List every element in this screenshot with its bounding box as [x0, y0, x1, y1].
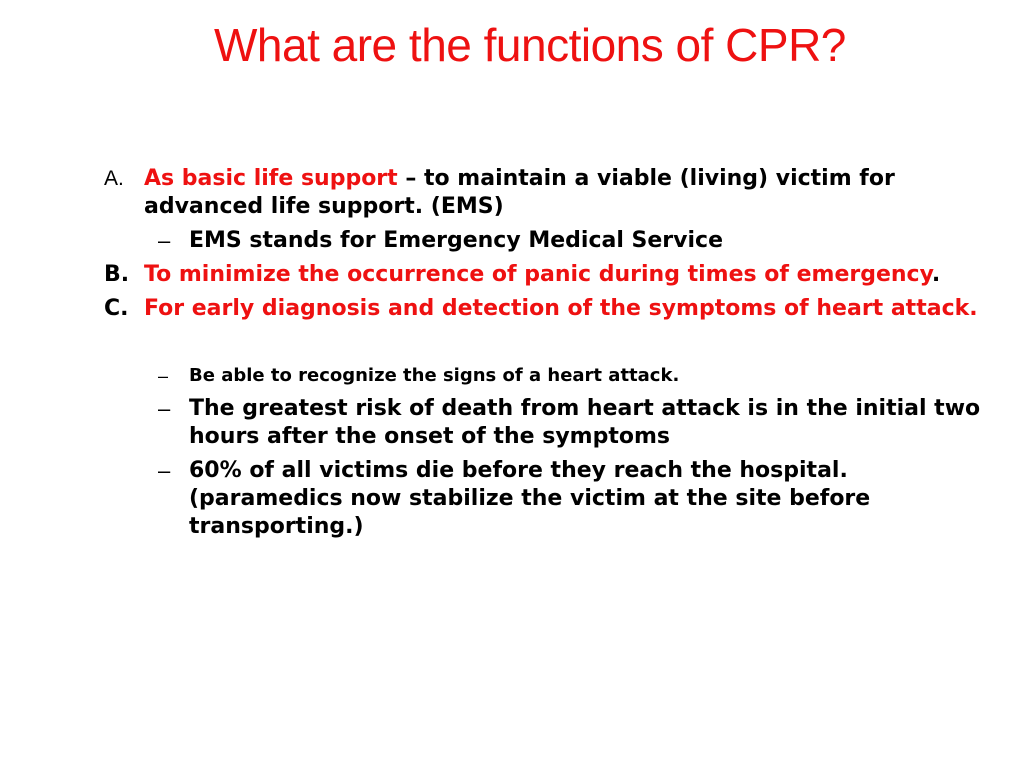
sub-item-signs-text: Be able to recognize the signs of a heart attack.	[189, 365, 680, 386]
spacer	[104, 329, 1009, 363]
dash-bullet: –	[158, 458, 171, 483]
sub-list-heart-attack	[143, 363, 1009, 541]
item-a-text: – to maintain a viable (living) victim for advanced life support. (EMS)	[144, 166, 895, 219]
list-item-a	[104, 165, 1009, 221]
item-a-highlight: As basic life support	[144, 166, 398, 191]
sub-item-ems	[143, 227, 1009, 255]
sub-item-victims-text: 60% of all victims die before they reach the hospital. (paramedics now stabilize the victim at the site before transporting.)	[189, 458, 871, 539]
dash-bullet: –	[158, 228, 171, 253]
slide-body	[104, 165, 1009, 547]
item-marker-b: B.	[104, 262, 130, 287]
list-item-b	[104, 261, 1009, 289]
sub-item-signs	[143, 363, 1009, 389]
sub-item-victims	[143, 457, 1009, 541]
slide-title: What are the functions of CPR?	[214, 19, 846, 71]
list-item-c	[104, 295, 1009, 323]
sub-item-risk-text: The greatest risk of death from heart attack is in the initial two hours after the onset of the symptoms	[189, 396, 981, 449]
item-marker-a: A.	[104, 167, 124, 190]
item-marker-c: C.	[104, 296, 129, 321]
item-c-highlight: For early diagnosis and detection of the symptoms of heart attack.	[144, 296, 978, 321]
dash-bullet: –	[158, 366, 169, 386]
sub-item-risk	[143, 395, 1009, 451]
sub-item-ems-text: EMS stands for Emergency Medical Service	[189, 228, 723, 253]
dash-bullet: –	[158, 396, 171, 421]
item-b-text: .	[931, 262, 941, 287]
item-b-highlight: To minimize the occurrence of panic during times of emergency	[144, 262, 932, 287]
